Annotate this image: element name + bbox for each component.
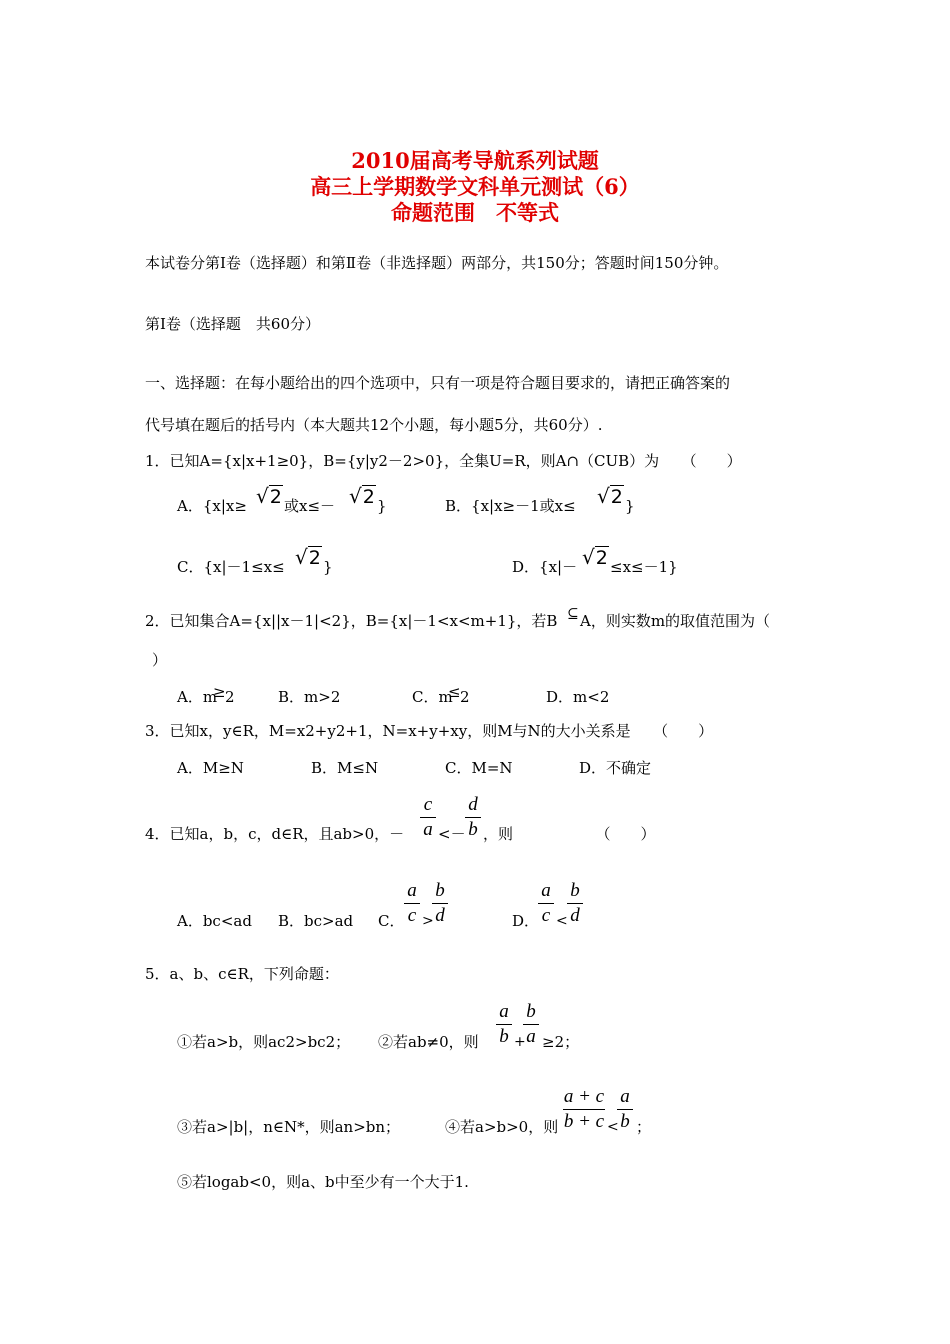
title-line-3: 命题范围 不等式	[391, 200, 559, 225]
q2-stem-cont: ）	[152, 651, 168, 669]
fraction-c-over-a: c a	[420, 794, 436, 841]
q3-option-d: D．不确定	[579, 759, 652, 777]
intro-text: 本试卷分第Ⅰ卷（选择题）和第Ⅱ卷（非选择题）两部分，共150分；答题时间150分钟。	[145, 254, 729, 272]
fraction-b-over-a: b a	[523, 1001, 539, 1048]
q5-prop-5: ⑤若logab<0，则a、b中至少有一个大于1.	[177, 1173, 469, 1191]
fraction-a-over-c: a c	[538, 880, 554, 927]
fraction-a-plus-c-over-b-plus-c: a + c b + c	[563, 1086, 605, 1132]
q4-option-b: B．bc>ad	[278, 912, 354, 930]
q3-option-a: A．M≥N	[177, 759, 244, 777]
section1-line1: 一、选择题：在每小题给出的四个选项中，只有一项是符合题目要求的，请把正确答案的	[145, 374, 731, 392]
section1-line2: 代号填在题后的括号内（本大题共12个小题，每小题5分，共60分）.	[145, 416, 603, 434]
fraction-a-over-b: a b	[496, 1001, 512, 1048]
fraction-a-over-b: a b	[617, 1086, 633, 1133]
fraction-a-over-c: a c	[404, 880, 420, 927]
q1-stem: 1．已知A={x|x+1≥0}，B={y|y2－2>0}，全集U=R，则A∩（CUB）为 （ ）	[145, 452, 742, 470]
sqrt-icon: √2	[349, 484, 375, 508]
part1-header: 第Ⅰ卷（选择题 共60分）	[145, 315, 321, 333]
sqrt-icon: √2	[597, 484, 623, 508]
q3-stem: 3．已知x，y∈R，M=x2+y2+1，N=x+y+xy，则M与N的大小关系是 （ ）	[145, 722, 714, 740]
title-line-1: 2010届高考导航系列试题	[351, 148, 599, 173]
sqrt-icon: √2	[295, 545, 321, 569]
q3-option-c: C．M=N	[445, 759, 513, 777]
subset-symbol: ⊆	[567, 606, 579, 622]
q5-stem: 5．a、b、c∈R，下列命题：	[145, 965, 339, 983]
q5-prop-1: ①若a>b，则ac2>bc2；	[177, 1033, 351, 1051]
q4-option-a: A．bc<ad	[177, 912, 252, 930]
fraction-b-over-d: b d	[567, 880, 583, 927]
q2-option-d: D．m<2	[546, 688, 610, 706]
q3-option-b: B．M≤N	[311, 759, 379, 777]
sqrt-icon: √2	[256, 484, 282, 508]
q5-prop-3: ③若a>|b|，n∈N*，则an>bn；	[177, 1118, 401, 1136]
sqrt-icon: √2	[582, 545, 608, 569]
title-line-2: 高三上学期数学文科单元测试（6）	[310, 174, 640, 199]
q2-option-b: B．m>2	[278, 688, 341, 706]
fraction-b-over-d: b d	[432, 880, 448, 927]
fraction-d-over-b: d b	[465, 794, 481, 841]
